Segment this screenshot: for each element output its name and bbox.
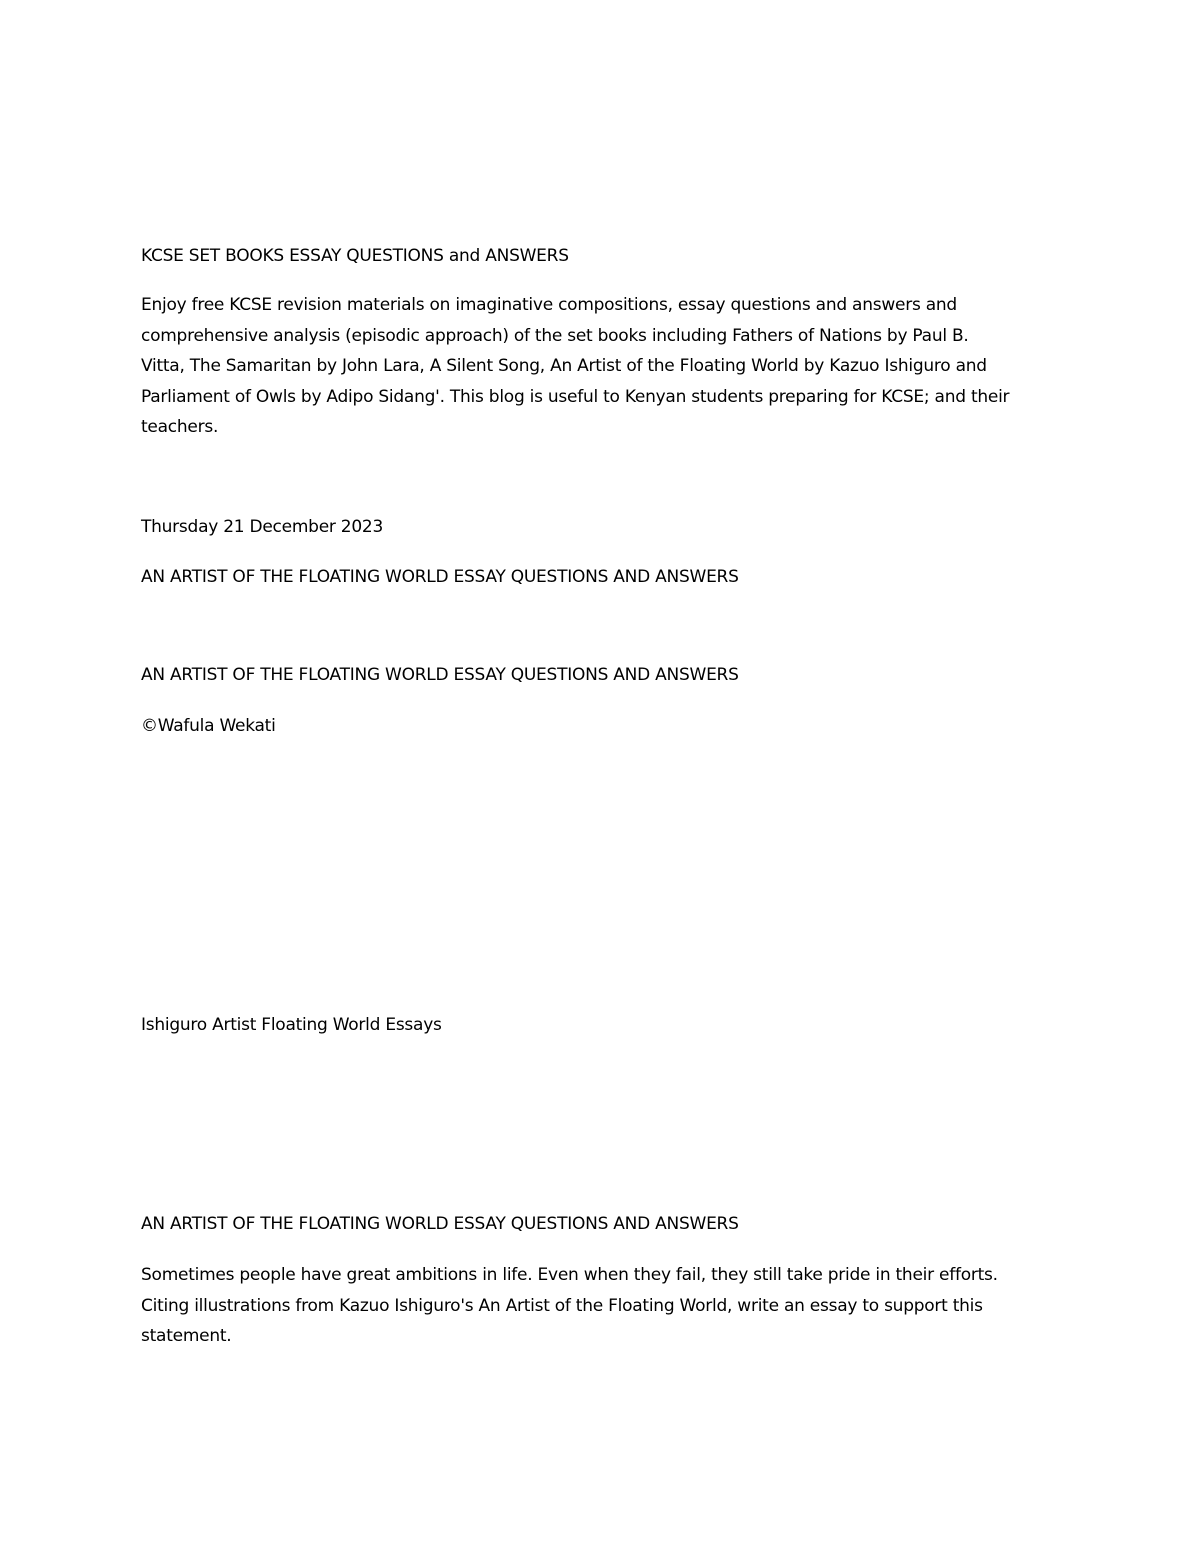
blog-description-line: comprehensive analysis (episodic approach) of the set books including Fathers of Nations by Paul B. xyxy=(141,325,969,346)
post-subheading: AN ARTIST OF THE FLOATING WORLD ESSAY QUESTIONS AND ANSWERS xyxy=(141,665,739,685)
blog-description xyxy=(141,290,1071,443)
essay-question-line: Sometimes people have great ambitions in life. Even when they fail, they still take pride in their efforts. xyxy=(141,1265,998,1285)
blog-description-line: teachers. xyxy=(141,417,219,437)
image-caption: Ishiguro Artist Floating World Essays xyxy=(141,1015,442,1035)
post-author: ©Wafula Wekati xyxy=(141,716,276,736)
post-heading[interactable]: AN ARTIST OF THE FLOATING WORLD ESSAY QUESTIONS AND ANSWERS xyxy=(141,567,739,587)
blog-title: KCSE SET BOOKS ESSAY QUESTIONS and ANSWERS xyxy=(141,246,569,266)
essay-question-line: Citing illustrations from Kazuo Ishiguro's An Artist of the Floating World, write an essay to support this xyxy=(141,1295,983,1316)
post-date: Thursday 21 December 2023 xyxy=(141,517,384,537)
blog-description-line: Parliament of Owls by Adipo Sidang'. This blog is useful to Kenyan students preparing for KCSE; and their xyxy=(141,386,1010,407)
essay-question-line: statement. xyxy=(141,1326,232,1346)
blog-description-line: Enjoy free KCSE revision materials on imaginative compositions, essay questions and answers and xyxy=(141,295,957,315)
section-heading: AN ARTIST OF THE FLOATING WORLD ESSAY QUESTIONS AND ANSWERS xyxy=(141,1214,739,1234)
blog-description-line: Vitta, The Samaritan by John Lara, A Silent Song, An Artist of the Floating World by Kazuo Ishiguro and xyxy=(141,356,987,376)
essay-question xyxy=(141,1260,1071,1352)
